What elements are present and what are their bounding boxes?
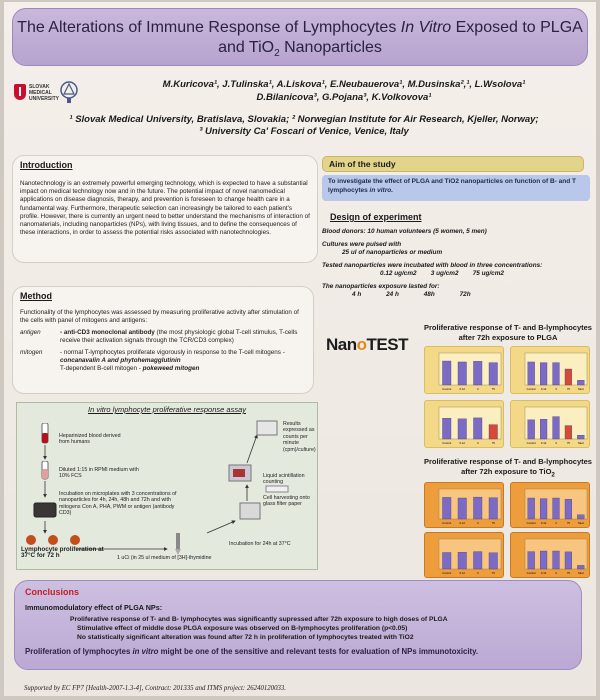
bar	[577, 435, 584, 439]
tick-label: 0.12	[540, 571, 547, 575]
poster	[4, 2, 596, 696]
design-of-experiment: Blood donors: 10 human volunteers (5 women, 5 men) Cultures were pulsed with 25 ul of nanoparticles or medium Tested nanoparticles were incubated with blood in three concentrations: 0.12 ug/cm2 3 ug/cm2 75 ug/cm2 The nanoparticles exposure lasted for: 4 h 24 h 48h 72h	[322, 228, 543, 298]
method-heading: Method	[20, 291, 52, 301]
conclusions-heading: Conclusions	[25, 587, 80, 597]
tick-label: 0.12	[540, 441, 547, 445]
introduction-section	[12, 155, 318, 263]
tick-label: 3	[476, 571, 479, 575]
harvester-icon	[227, 461, 257, 485]
tick-label: Control	[526, 571, 536, 575]
introduction-heading: Introduction	[20, 160, 73, 170]
tick-label: Control	[442, 441, 452, 445]
bar	[553, 551, 560, 569]
tio2-chart-title: Proliferative response of T- and B-lymphocytes after 72h exposure to TiO$_2$	[424, 457, 592, 479]
title-line-2: and TiO$_2$ Nanoparticles	[218, 39, 382, 60]
slovak-medical-university-logo: SLOVAK MEDICAL UNIVERSITY	[14, 82, 58, 106]
design-heading: Design of experiment	[330, 212, 422, 222]
tick-label: Control	[442, 571, 452, 575]
tick-label: Med	[578, 441, 584, 445]
bar	[528, 420, 535, 439]
microplate-icon	[33, 499, 57, 521]
conclusions-section: Conclusions Immunomodulatory effect of PLGA NPs: Proliferative response of T- and B- lymphocytes was significantly supressed after 72h exposure to high doses of PLGA Stimulative effect of middle dose PLGA exposure was observed on B-lymphocytes proliferation (p<0.05) No statistically significant alteration was found after 72 h in proliferation of lymphocytes treated with TiO2 Proliferation of lymphocytes in vitro might be one of the sensitive and relevant tests for evaluation of NPs immunotoxicity.	[14, 580, 582, 670]
aim-text: To investigate the effect of PLGA and TiO2 nanoparticles on function of B- and T lymphocytes in vitro.	[322, 175, 590, 201]
incubator-icon	[239, 501, 261, 521]
chart-panel	[510, 482, 590, 528]
bar-chart	[511, 401, 591, 449]
conclusions-summary: Proliferation of lymphocytes in vitro might be one of the sensitive and relevant tests for evaluation of NPs immunotoxicity.	[25, 647, 479, 656]
bar-chart	[511, 347, 591, 395]
assay-diagram: In vitro lymphocyte proliferative response assay Heparinized blood derived from humans Diluted 1:15 in RPMI medium with 10% FCS Incubation on microplates with 3 concentrations of nanoparticles for 4h, 24h, 48h and 72h and with mitogens Con A, PHA, PWM or antigen (antibody CD3) Lymphocyte proliferation at 37°C for 72 h 1 uCi (in 25 ul medium of [3H]-thymidine Incubation for 24h at 37°C Cell harvesting onto glass filter paper Liquid scintillation counting Results expressed as counts per minute (cpm)/culture)	[16, 402, 318, 570]
bar	[577, 380, 584, 385]
tick-label: 0.12	[540, 521, 547, 525]
plga-chart-title: Proliferative response of T- and B-lymphocytes after 72h exposure to PLGA	[424, 323, 592, 342]
tick-label: 0.12	[459, 521, 465, 525]
bar	[528, 498, 535, 519]
tick-label: 75	[491, 521, 495, 525]
tick-label: 75	[491, 441, 495, 445]
bar	[473, 418, 482, 439]
chart-panel	[510, 400, 590, 448]
chart-panel	[424, 482, 504, 528]
bar	[553, 498, 560, 519]
chart-panel	[424, 532, 504, 578]
bar-chart	[425, 533, 505, 579]
bar	[540, 551, 547, 569]
bar	[540, 419, 547, 439]
bar-chart	[511, 533, 591, 579]
scintillation-counter-icon	[255, 417, 281, 439]
bar-chart	[425, 347, 505, 395]
bar	[473, 552, 482, 569]
bar-chart	[425, 401, 505, 449]
bar	[458, 498, 467, 519]
bar	[489, 498, 498, 519]
bar	[565, 426, 572, 439]
filter-paper-icon	[265, 485, 289, 493]
tick-label: 75	[491, 387, 495, 391]
tick-label: Control	[442, 387, 452, 391]
bar	[442, 418, 451, 439]
tick-label: 0.12	[459, 571, 465, 575]
university-crest-icon	[58, 80, 80, 104]
tick-label: Control	[526, 441, 536, 445]
diluted-tube-icon	[39, 461, 51, 481]
bar	[458, 552, 467, 569]
bar	[458, 362, 467, 385]
tick-label: 75	[566, 387, 570, 391]
bar	[442, 553, 451, 570]
tick-label: 3	[555, 441, 557, 445]
tick-label: 3	[476, 441, 479, 445]
bar	[577, 565, 584, 569]
bar	[553, 417, 560, 439]
authors: M.Kuricova¹, J.Tulinska¹, A.Liskova¹, E.Neubauerova¹, M.Dusinska²,¹, L.Wsolova¹ D.Bilanicova³, G.Pojana³, K.Volkovova¹	[162, 79, 526, 103]
bar	[565, 552, 572, 569]
chart-panel	[424, 346, 504, 394]
bar	[553, 363, 560, 385]
tick-label: 3	[476, 387, 479, 391]
blood-tube-icon	[39, 423, 51, 445]
bar	[540, 499, 547, 519]
chart-panel	[510, 346, 590, 394]
method-antigen: antigen - anti-CD3 monoclonal antibody (the most physiologic global T-cell stimulus, T-cells receive their activation signals through the TCR/CD3 complex)	[20, 329, 298, 344]
bar	[565, 499, 572, 519]
bar	[528, 552, 535, 569]
aim-heading: Aim of the study	[322, 156, 584, 172]
tick-label: 0.12	[459, 387, 465, 391]
tick-label: 75	[566, 571, 570, 575]
method-section: Method Functionality of the lymphocytes was assessed by measuring proliferative activity after stimulation of the cells with panel of mitogens and antigens: antigen - anti-CD3 monoclonal antibody (the most physiologic global T-cell stimulus, T-cells receive their activation signals through the TCR/CD3 complex) mitogen - normal T-lymphocytes proliferate vigorously in response to the T-cell mitogens - concanavalin A and phytohemagglutinin T-dependent B-cell mitogen - pokeweed mitogen	[12, 286, 314, 394]
tick-label: 3	[476, 521, 479, 525]
bar	[528, 362, 535, 385]
funding-footer: Supported by EC FP7 [Health-2007-1.3-4], Contract: 201335 and ITMS project: 26240120033.	[24, 685, 286, 692]
title-line-1: The Alterations of Immune Response of Lymphocytes In Vitro Exposed to PLGA	[17, 19, 583, 36]
bar-chart	[511, 483, 591, 529]
tick-label: 0.12	[540, 387, 547, 391]
tick-label: 75	[566, 441, 570, 445]
introduction-text: Nanotechnology is an extremely powerful emerging technology, which is expected to have a substantial impact on medical technology now and in the future. The potential impact of novel nanomedical applications on disease diagnosis, therapy, and prevention is foreseen to change health care in a fundamental way. Furthermore, therapeutic selection can increasingly be tailored to each patient's profile. However, there is currently an urgent need to better understand the mechanisms of interaction of nanomaterials, including nanoparticles (NPs), with living tissues, and to define the consequences of these interactions, in order to assess the potential risks associated with nanotechnologies.	[20, 180, 310, 237]
bar	[489, 363, 498, 385]
tick-label: 0.12	[459, 441, 465, 445]
bar	[473, 361, 482, 385]
assay-heading: In vitro lymphocyte proliferative response assay	[88, 405, 246, 414]
tick-label: 3	[555, 521, 557, 525]
shield-icon	[14, 84, 26, 100]
tick-label: Control	[442, 521, 452, 525]
tick-label: 75	[491, 571, 495, 575]
tick-label: 3	[555, 387, 557, 391]
tick-label: 75	[566, 521, 570, 525]
bar	[473, 497, 482, 519]
affiliations: ¹ Slovak Medical University, Bratislava, Slovakia; ² Norwegian Institute for Air Research, Kjeller, Norway; ³ University Ca' Foscari of Venice, Venice, Italy	[69, 114, 539, 137]
method-mitogen: mitogen - normal T-lymphocytes proliferate vigorously in response to the T-cell mitogens - concanavalin A and phytohemagglutinin T-dependent B-cell mitogen - pokeweed mitogen	[20, 349, 285, 372]
bar	[458, 419, 467, 439]
bar	[565, 369, 572, 385]
chart-panel	[424, 400, 504, 448]
bar	[489, 425, 498, 439]
chart-panel	[510, 532, 590, 578]
title-banner	[12, 8, 588, 66]
pipette-icon	[167, 533, 189, 555]
bar	[489, 553, 498, 569]
bar	[442, 361, 451, 385]
cell-icons	[23, 533, 83, 547]
tick-label: Control	[526, 521, 536, 525]
tick-label: Control	[526, 387, 536, 391]
tick-label: Med	[578, 521, 584, 525]
tick-label: 3	[555, 571, 557, 575]
tick-label: Med	[578, 387, 584, 391]
bar-chart	[425, 483, 505, 529]
bar	[577, 515, 584, 519]
bar	[442, 497, 451, 519]
tick-label: Med	[578, 571, 584, 575]
bar	[540, 363, 547, 385]
nanotest-logo: NanoTEST	[326, 335, 408, 354]
